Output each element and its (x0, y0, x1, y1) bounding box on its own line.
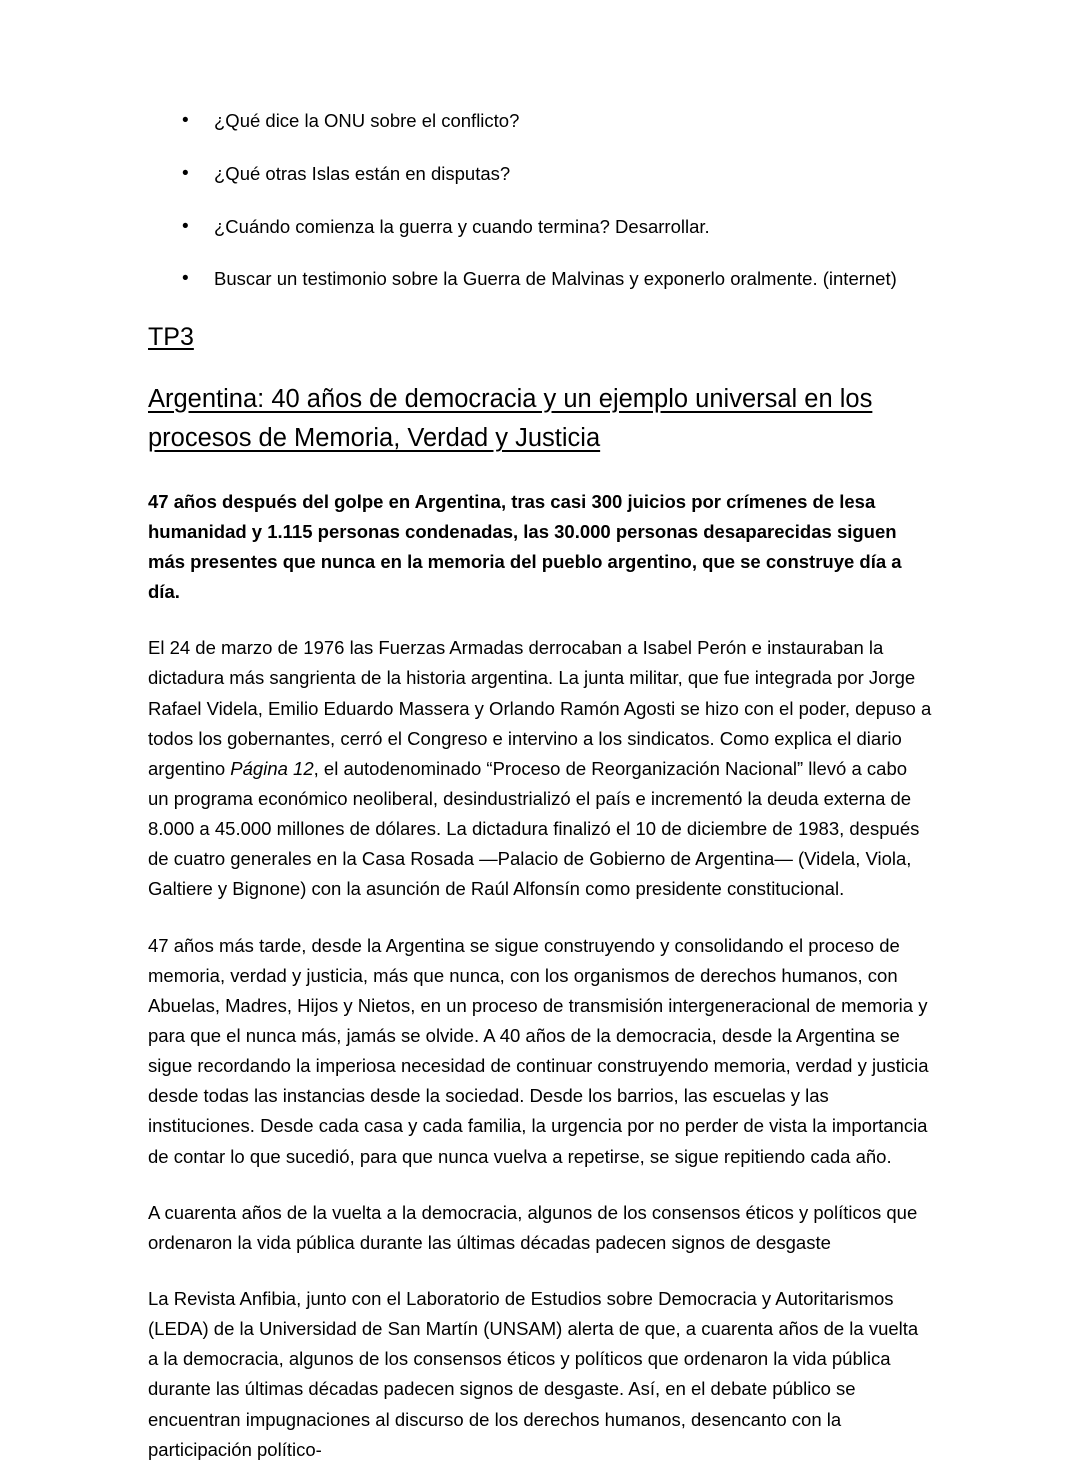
bullet-text: ¿Cuándo comienza la guerra y cuando termina? Desarrollar. (214, 215, 710, 237)
newspaper-name-italic: Página 12 (230, 757, 314, 779)
bullet-text: ¿Qué dice la ONU sobre el conflicto? (214, 110, 520, 131)
list-item (148, 108, 932, 135)
document-body (148, 108, 932, 1465)
bullet-text: ¿Qué otras Islas están en disputas? (214, 162, 511, 184)
paragraph-4: La Revista Anfibia, junto con el Laboratorio de Estudios sobre Democracia y Autoritarismos (LEDA) de la Universidad de San Martín (UNSAM) alerta de que, a cuarenta años de la vuelta a la democracia, algunos de los consensos éticos y políticos que ordenaron la vida pública durante las últimas décadas padecen signos de desgaste. Así, en el debate público se encuentran impugnaciones al discurso de los derechos humanos, desencanto con la participación político- (148, 1288, 919, 1460)
page-title: Argentina: 40 años de democracia y un ejemplo universal en los procesos de Memoria, Verdad y Justicia (148, 384, 873, 453)
list-item (148, 161, 932, 188)
paragraph-3: A cuarenta años de la vuelta a la democracia, algunos de los consensos éticos y políticos que ordenaron la vida pública durante las últimas décadas padecen signos de desgaste (148, 1201, 918, 1253)
list-item (148, 266, 932, 293)
list-item (148, 214, 932, 241)
paragraph-2: 47 años más tarde, desde la Argentina se sigue construyendo y consolidando el proceso de memoria, verdad y justicia, más que nunca, con los organismos de derechos humanos, con Abuelas, Madres, Hijos y Nietos, en un proceso de transmisión intergeneracional de memoria y para que el nunca más, jamás se olvide. A 40 años de la democracia, desde la Argentina se sigue recordando la imperiosa necesidad de continuar construyendo memoria, verdad y justicia desde todas las instancias desde la sociedad. Desde los barrios, las escuelas y las instituciones. Desde cada casa y cada familia, la urgencia por no perder de vista la importancia de contar lo que sucedió, para que nunca vuelva a repetirse, se sigue repitiendo cada año. (148, 934, 929, 1167)
section-label: TP3 (148, 323, 194, 352)
paragraph-1-text-before-italic: El 24 de marzo de 1976 las Fuerzas Armadas derrocaban a Isabel Perón e instauraban la dictadura más sangrienta de la historia argentina. La junta militar, que fue integrada por Jorge Rafael Videla, Emilio Eduardo Massera y Orlando Ramón Agosti se hizo con el poder, depuso a todos los gobernantes, cerró el Congreso e intervino a los sindicatos. Como explica el diario argentino (148, 637, 932, 779)
lead-paragraph: 47 años después del golpe en Argentina, tras casi 300 juicios por crímenes de lesa humanidad y 1.115 personas condenadas, las 30.000 personas desaparecidas siguen más presentes que nunca en la memoria del pueblo argentino, que se construye día a día. (148, 490, 902, 603)
question-bullet-list (148, 108, 932, 293)
paragraph-1 (148, 633, 932, 904)
paragraph-1-text-after-italic: , el autodenominado “Proceso de Reorganización Nacional” llevó a cabo un programa económico neoliberal, desindustrializó el país e incrementó la deuda externa de 8.000 a 45.000 millones de dólares. La dictadura finalizó el 10 de diciembre de 1983, después de cuatro generales en la Casa Rosada —Palacio de Gobierno de Argentina— (Videla, Viola, Galtiere y Bignone) con la asunción de Raúl Alfonsín como presidente constitucional. (148, 757, 920, 900)
bullet-text: Buscar un testimonio sobre la Guerra de Malvinas y exponerlo oralmente. (internet) (214, 268, 897, 290)
